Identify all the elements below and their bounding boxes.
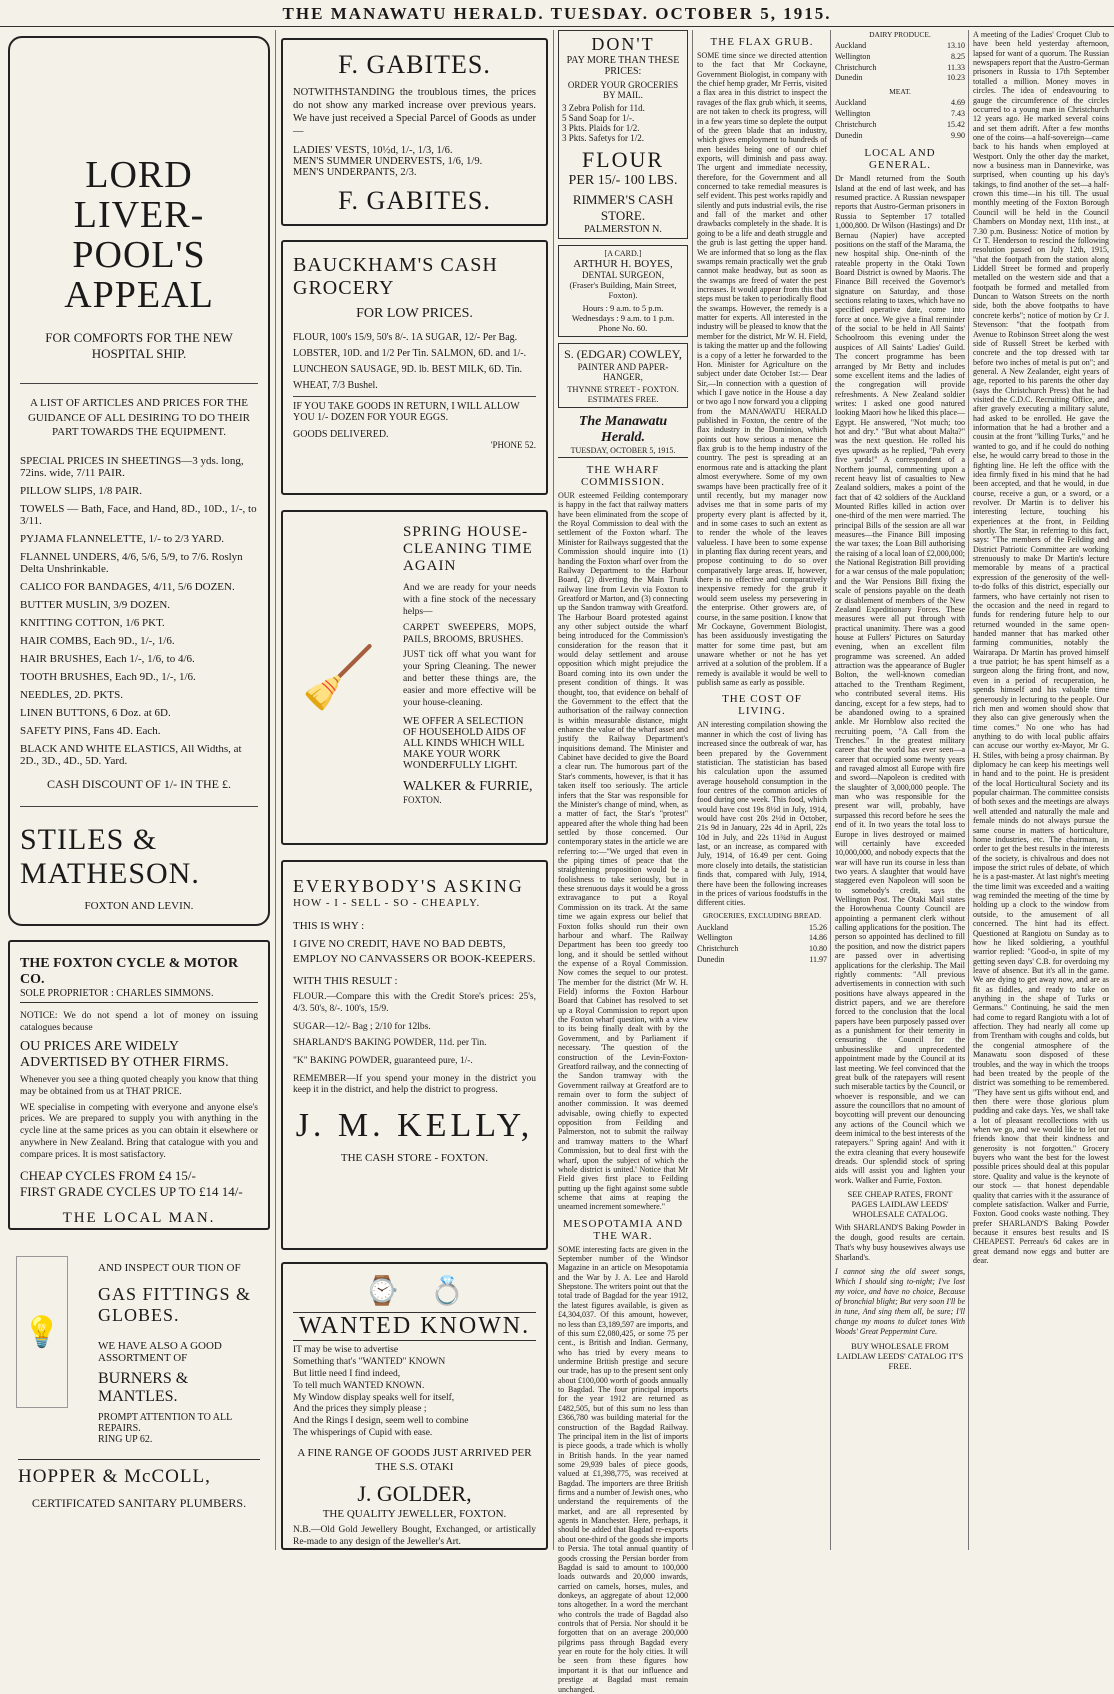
store-name: RIMMER'S CASH STORE.	[572, 192, 674, 223]
dont-order: ORDER YOUR GROCERIES BY MAIL.	[567, 80, 679, 100]
value-cell: 13.10	[947, 41, 965, 50]
city-cell: Dunedin	[835, 73, 863, 83]
certified-plumbers: CERTIFICATED SANITARY PLUMBERS.	[31, 1496, 247, 1510]
column-rule	[553, 30, 554, 1550]
value-cell: 15.26	[809, 922, 827, 932]
goods-delivered: GOODS DELIVERED.	[293, 429, 389, 440]
rimmers-ad	[558, 30, 688, 239]
city-cell: Auckland	[835, 41, 867, 50]
firm-name: STILES & MATHESON.	[20, 823, 200, 891]
paper-date: TUESDAY, OCTOBER 5, 1915.	[558, 446, 688, 458]
verse-line: To tell much WANTED KNOWN.	[293, 1380, 425, 1391]
column-rule	[830, 30, 831, 1550]
verse-line: And the prices they simply please ;	[293, 1404, 427, 1415]
boyes-title: DENTAL SURGEON,	[582, 270, 664, 280]
list-item: SAFETY PINS, Fans 4D. Each.	[20, 725, 161, 738]
cycle-title: THE FOXTON CYCLE & MOTOR CO.	[20, 956, 239, 987]
laidlaw-ad-1: SEE CHEAP RATES, FRONT PAGES LAIDLAW LEEDS' WHOLESALE CATALOG.	[847, 1189, 953, 1220]
kelly-k: "K" BAKING POWDER, guaranteed pure, 1/-.	[293, 1055, 473, 1066]
ring-icon: 💍	[429, 1276, 465, 1307]
table-row	[835, 131, 965, 142]
local-title: LOCAL AND GENERAL.	[864, 147, 936, 172]
bauckham-sub: FOR LOW PRICES.	[356, 306, 473, 321]
table-row	[697, 944, 827, 955]
first-grade-cycles: FIRST GRADE CYCLES UP TO £14 14/-	[20, 1183, 243, 1199]
burners-mantles: BURNERS & MANTLES.	[98, 1370, 189, 1405]
kelly-title: EVERYBODY'S ASKING	[293, 876, 524, 896]
list-item: TOOTH BRUSHES, Each 9D., 1/-, 1/6.	[20, 671, 196, 684]
meso-title: MESOPOTAMIA AND THE WAR.	[562, 1217, 684, 1242]
flax-title: THE FLAX GRUB.	[710, 36, 814, 48]
city-cell: Dunedin	[835, 130, 863, 140]
list-item: 3 Pkts. Safetys for 1/2.	[562, 133, 644, 143]
cowley-ad	[558, 343, 688, 408]
list-item: LADIES' VESTS, 10½d, 1/-, 1/3, 1/6.	[293, 144, 453, 156]
golder-fine: A FINE RANGE OF GOODS JUST ARRIVED PER THE S.S. OTAKI	[297, 1447, 532, 1474]
kelly-powder: SHARLAND'S BAKING POWDER, 11d. per Tin.	[293, 1037, 487, 1048]
dont-title: DON'T	[591, 34, 655, 54]
table-row	[835, 41, 965, 52]
local-man: THE LOCAL MAN.	[62, 1209, 216, 1226]
list-item: BLACK AND WHITE ELASTICS, All Widths, at 2D., 3D., 4D., 5D. Yard.	[20, 743, 242, 768]
wharf-title: THE WHARF COMMISSION.	[580, 464, 666, 488]
column-5	[835, 30, 965, 1550]
column-rule	[275, 30, 276, 1550]
golder-nb: N.B.—Old Gold Jewellery Bought, Exchanged, or artistically Re-made to any design of the Jeweller's Art.	[293, 1524, 536, 1547]
cycle-co-ad	[8, 940, 270, 1230]
firm-name: WALKER & FURRIE,	[403, 778, 533, 794]
city-cell: Wellington	[697, 933, 733, 943]
column-3	[558, 30, 688, 1694]
value-cell: 11.97	[809, 955, 827, 965]
city-cell: Auckland	[835, 98, 867, 108]
eggs-offer: IF YOU TAKE GOODS IN RETURN, I WILL ALLOW YOU 1/- DOZEN FOR YOUR EGGS.	[293, 401, 520, 423]
value-cell: 10.23	[947, 73, 965, 83]
spring-t2: CARPET SWEEPERS, MOPS, PAILS, BROOMS, BRUSHES.	[403, 622, 536, 645]
list-item: HAIR COMBS, Each 9D., 1/-, 1/6.	[20, 635, 175, 648]
list-item: KNITTING COTTON, 1/6 PKT.	[20, 617, 165, 630]
bauckham-title: BAUCKHAM'S CASH GROCERY	[293, 254, 498, 299]
column-6	[973, 30, 1109, 1550]
meso-article: SOME interesting facts are given in the September number of the Windsor Magazine in an article on Mesopotamia and the War by J. A. Lee and Harold Shepstone. The writers point out that the total trade of Bagdad for the year 1912, the latest figures available, is given as £4,304,037. Of this amount, however, no less than £3,189,597 are imports, and of this sum £2,080,425, or some 75 per cent., is British and Indian. Germany, who has tried by every means to undermine British prestige and secure our trade, has up to the present sent only about £100,000 worth of goods annually to Bagdad. The four principal imports for the year 1912 are returned as £482,505, but of this sum no less than £366,780 was building material for the construction of the Bagdad Railway. The principal item in the list of imports is piece goods, a trade which is wholly in British hands. In the year named some 29,939 bales of piece goods, valued at £1,398,775, was received at Bagdad. The importers are three British firms and a number of Jewish ones, who understand the requirements of the market, and are all represented by agents in Manchester. Here, perhaps, it should be added that Bagdad re-exports about one-third of the goods she imports to Persia. The total annual quantity of goods crossing the Persian border from Bagdad is said to amount to 100,000 loads outwards and 20,000 inwards, carried on camels, horses, mules, and donkeys, an aggregate of about 12,000 tons altogether. In a word the merchant who controls the trade of Bagdad also controls that of Persia. Nor should it be forgotten that on an average 200,000 pilgrims pass through Bagdad every year en route for the holy cities. It will be seen from these figures how important it is that our influence and prestige at Bagdad must remain unchanged.	[558, 1244, 688, 1694]
kelly-remember: REMEMBER—If you spend your money in the district you keep it in the district, and help the district to progress.	[293, 1073, 536, 1096]
kelly-sub: HOW - I - SELL - SO - CHEAPLY.	[293, 897, 481, 909]
city-cell: Christchurch	[835, 62, 877, 72]
kelly-name: J. M. KELLY,	[295, 1107, 534, 1145]
value-cell: 4.69	[951, 98, 965, 108]
firm-place: FOXTON.	[403, 794, 442, 805]
kelly-result: WITH THIS RESULT :	[293, 974, 398, 987]
list-item: CALICO FOR BANDAGES, 4/11, 5/6 DOZEN.	[20, 581, 235, 594]
table-row	[697, 955, 827, 966]
verse-line: And the Rings I design, seem well to combine	[293, 1416, 469, 1427]
cowley-est: ESTIMATES FREE.	[587, 394, 659, 404]
golder-title: WANTED KNOWN.	[293, 1312, 536, 1341]
firm-name: HOPPER & McCOLL,	[18, 1459, 260, 1488]
table-row	[835, 73, 965, 84]
gabites-text: NOTWITHSTANDING the troublous times, the prices do not show any marked increase over previous years. We have just received a Special Parcel of Goods as under—	[293, 87, 536, 138]
groceries-table	[697, 923, 827, 966]
cost-article: AN interesting compilation showing the manner in which the cost of living has increased since the outbreak of war, has been prepared by the Government statistician. The statistician has based his calculation upon the assumed average household consumption in the four centres of the common articles of food during one week. This food, which would have cost 19s 8½d in July, 1914, would have cost 20s 2½d in October, 21s 9d in January, 22s 4d in April, 22s 10d in July, and 22s 11¾d in August last, or an increase, as compared with July, 1914, of 16.49 per cent. Going more closely into details, the statistician finds that, compared with July, 1914, there have been the following increases in the prices of various foodstuffs in the different cities.	[697, 720, 827, 908]
cycle-p2: WE specialise in competing with everyone and anyone else's prices. We are prepared to supply you with anything in the cycle line at the same prices as you can obtain it elsewhere or anywhere in New Zealand. Bring that catalogue with you and compare prices. It is most satisfactory.	[20, 1102, 258, 1160]
gas-fittings: GAS FITTINGS & GLOBES.	[98, 1284, 252, 1325]
column-rule	[968, 30, 969, 1550]
inspect-text: AND INSPECT OUR TION OF	[98, 1262, 241, 1274]
spring-t3: JUST tick off what you want for your Spring Cleaning. The newer and better these things are, the easier and more effective will be your house-cleaning.	[403, 650, 536, 708]
price-line: LOBSTER, 10D. and 1/2 Per Tin. SALMON, 6D. and 1/-.	[293, 348, 527, 359]
list-item: SPECIAL PRICES IN SHEETINGS—3 yds. long, 72ins. wide, 7/11 PAIR.	[20, 455, 244, 480]
verse-line: IT may be wise to advertise	[293, 1345, 399, 1355]
list-item: PILLOW SLIPS, 1/8 PAIR.	[20, 485, 142, 498]
boyes-hours: Hours : 9 a.m. to 5 p.m. Wednesdays : 9 a.m. to 1 p.m. Phone No. 60.	[571, 303, 675, 333]
table-row	[835, 52, 965, 63]
store-place: PALMERSTON N.	[584, 224, 662, 235]
value-cell: 8.25	[951, 51, 965, 61]
list-item: LINEN BUTTONS, 6 Doz. at 6D.	[20, 707, 171, 720]
price-lines	[293, 332, 536, 391]
list-item: BUTTER MUSLIN, 3/9 DOZEN.	[20, 599, 171, 612]
flax-article: SOME time since we directed attention to the fact that Mr Cockayne, Government Biologist, in company with the chief hemp grader, Mr Ferris, visited a flax area in this district to inspect the ravages of the flax grub which, it seems, are not taken to check its progress, will in a few years time so deplete the output of the green blade that an industry, which gives employment to hundreds of men besides being one of our chief exports, will diminish and pass away. The urgent and immediate necessity, therefore, for the Government and all concerned to take remedial measures is self evident. This pest works rapidly and silently and puts industrial evils, the rise and fall of the market and other drawbacks completely in the shade. It is going to be a life and death struggle and the grub is last getting the upper hand. We are informed that so long as the flax swamps remain practically wet the grub cannot make headway, but as soon as the swamps are freed of water the pest increases. It would appear from this that steps must be taken to periodically flood the swamps. However, the remedy is a matter for experts. All interested in the industry will be pleased to know that the member for the district, Mr W. H. Field, is taking the matter up and the following is a copy of a letter he forwarded to the Hon. Minister for Agriculture on the subject under date October 1st:— Dear Sir,—In connection with a question of which I gave notice in the House a day or two ago I now forward you a clipping from the MANAWATU HERALD published in Foxton, the centre of the flax industry in the Dominion, which points out how serious a menace the flax grub is to the hemp industry of the country. The pest is spreading at an enormous rate and is attacking the plant almost everywhere. Some of my own swamps have been practically free of it until recently, but my manager now advises me that in some parts of my property every plant is affected by it, and in some cases to such an extent as to render the whole of the leaves valueless. I have been to some expense in planting flax during recent years, and propose continuing to do so over comparatively large areas. If, however, there is no effective and comparatively inexpensive remedy for the grub it would seem useless my persevering in the enterprise. Other growers are, of course, in the same position. I know that Mr Cockayne, Government Biologist, has been assiduously investigating the matter for some time past, but am unaware whether or not he has yet arrived at a solution of the problem. If a remedy is available it would be well to publish same as early as possible.	[697, 51, 827, 688]
table-row	[835, 98, 965, 109]
cheap-cycles: CHEAP CYCLES FROM £4 15/-	[20, 1167, 196, 1183]
ad-intro: A LIST OF ARTICLES AND PRICES FOR THE GUIDANCE OF ALL DESIRING TO DO THEIR PART TOWARDS THE EQUIPMENT.	[27, 397, 251, 438]
city-cell: Dunedin	[697, 955, 725, 965]
bauckham-ad	[281, 240, 548, 495]
laidlaw-ad-2: BUY WHOLESALE FROM LAIDLAW LEEDS' CATALOG IT'S FREE.	[836, 1341, 964, 1372]
kelly-ad	[281, 860, 548, 1250]
groceries-header: GROCERIES, EXCLUDING BREAD.	[702, 910, 822, 920]
meat-table	[835, 98, 965, 141]
spring-t4: WE OFFER A SELECTION OF HOUSEHOLD AIDS OF ALL KINDS WHICH WILL MAKE YOUR WORK WONDERFULLY LIGHT.	[403, 715, 526, 771]
kelly-why: THIS IS WHY :	[293, 920, 365, 932]
peppermint-poem: I cannot sing the old sweet songs, Which I should sing to-night; I've lost my voice, and have no choice, Because of bronchial blight; But very soon I'll be in tune, And sing them all, be sure; I'll change my moans to dulcet tones With Woods' Great Peppermint Cure.	[835, 1267, 965, 1337]
table-row	[697, 933, 827, 944]
city-cell: Wellington	[835, 51, 871, 61]
list-item: MEN'S SUMMER UNDERVESTS, 1/6, 1/9.	[293, 155, 483, 167]
card-label: [A CARD.]	[604, 249, 642, 258]
kelly-sugar: SUGAR—12/- Bag ; 2/10 for 12lbs.	[293, 1021, 431, 1032]
verse-line: The whisperings of Cupid with ease.	[293, 1428, 433, 1439]
table-row	[835, 63, 965, 74]
gabites-ad	[281, 38, 548, 226]
price-line: WHEAT, 7/3 Bushel.	[293, 380, 378, 391]
list-item: TOWELS — Bath, Face, and Hand, 8D., 10D., 1/-, to 3/11.	[20, 503, 257, 528]
list-item: 5 Sand Soap for 1/-.	[562, 113, 635, 123]
table-row	[835, 120, 965, 131]
sharland-ad: With SHARLAND'S Baking Powder in the dough, good results are certain. That's why busy housewives always use Sharland's.	[835, 1223, 965, 1263]
value-cell: 11.33	[947, 62, 965, 72]
meat-header: MEAT.	[889, 87, 911, 97]
paper-name: The Manawatu Herald.	[578, 414, 668, 445]
liverpool-appeal-ad	[8, 36, 270, 926]
watch-icon: ⌚	[364, 1276, 400, 1307]
ad-subtitle: FOR COMFORTS FOR THE NEW HOSPITAL SHIP.	[45, 329, 233, 362]
cowley-street: THYNNE STREET - FOXTON.	[567, 384, 679, 394]
lamp-icon: 💡	[16, 1256, 68, 1408]
list-item: 3 Zebra Polish for 11d.	[562, 103, 645, 113]
cycle-notice: NOTICE: We do not spend a lot of money on issuing catalogues because	[20, 1011, 258, 1033]
list-item: MEN'S UNDERPANTS, 2/3.	[293, 166, 417, 178]
boyes-card	[558, 245, 688, 337]
local-article: Dr Mandl returned from the South Island at the end of last week, and has resumed practice. A Russian newspaper reports that Austro-German prisoners in Russia to September 17 totalled 1,000,800. Dr Wilson (Hastings) and Dr Bernau (Napier) have accepted positions on the staff of the Marama, the new hospital ship. One-ninth of the rateable property in the Otaki Town Board District is owned by Maoris. The Finance Bill received the Governor's signature on Saturday, and those sections relating to taxes, which have no specified operative date, come into force at once. We give a final reminder of the social to be held in All Saints' Schoolroom this evening under the auspices of All Saints' Ladies' Guild. The concert programme has been arranged by Mr Betty and includes some excellent items and the ladies of the congregation will provide refreshments. A New Zealand soldier writes: I asked one good natured looking Maori how he liked this place—Egypt. He answered, "Not much; too hot and dry." "But what about Malta?" was the next question. He rolled his eyes upwards as he replied, "Pah every five yards!" A correspondent of a Northern journal, commenting upon a recent heavy list of casualties to New Zealand soldiers, makes a point of the fact that of 42 soldiers of the Auckland Mounted Rifles killed in action over one-third of the men were married. The principal Bills of the session are all war measures—the Finance Bill imposing the war taxes; the Loan Bill authorising the raising of a local loan of £2,000,000; the National Registration Bill providing for a war census of the male population; and the War Pensions Bill fixing the scale of pensions payable on the death or disablement of members of the New Zealand Expeditionary Forces. These measures were all put through with practical unanimity. There was a good house at Fullers' Pictures on Saturday evening, when an excellent film programme was screened. An added attraction was the appearance of Bugler Bolton, the well-known comedian attached to the Trentham Regiment, who contributed several items. His dancing, except for a few steps, had to be abandoned owing to a sprained ankle. Mr Hornblow also recited the recruiting poem, "A Call from the Trenches." In the greatest military career that the world has ever seen—a career that occupied some twenty years and ravaged almost all Europe with fire and sword—Napoleon is credited with the slaughter of 3,000,000 people. The man who was responsible for the present war will, probably, have surpassed this record before he sees the end of it. In two years the total loss to Europe in lives destroyed or maimed will certainly have exceeded 10,000,000, and nobody expects that the war will have run its course in less than two years. A slaughter that would have staggered even Napoleon will soon be to somebody's credit, says the Wellington Post. The Otaki Mail states the Horowhenua County Council are appointing a permanent clerk without calling applications for the position. The person so appointed has declined to fill the position, and now the district papers are passed over in advertising applications for the clerkship. The Mail rightly comments: "All previous advertisements in connection with such positions have always appeared in the district papers, and we are therefore forced to the conclusion that the local papers have been purposely passed over as a punishment for their temerity in censuring the Council for the unbusinesslike and unprecedented appointment made by the Council at its last meeting. We feel convinced that the great bulk of the ratepayers will resent such miserable tactics by the Council, or whoever is responsible, and we can assure the councillors that no amount of boycotting will prevent our denouncing any actions of the Council which we deem inimical to the best interests of the ratepayers." Spring again! And with it the extra cleaning that every housewife dreads. Our splendid stock of spring aids will assist you and lighten your work. Walker and Furrie, Foxton.	[835, 174, 965, 1185]
value-cell: 15.42	[947, 119, 965, 129]
wharf-article: OUR esteemed Feilding contemporary is happy in the fact that railway matters have been eliminated from the scope of the Royal Commission to deal with the settlement of the Foxton wharf. The Minister for Railways suggested that the Commission should inquire into (1) handing the Foxton wharf over from the Railway Department to the Harbour Board, (2) diverting the Main Trunk railway line from Levin via Foxton to Greatford or Marton, and (3) connecting up the Sandon tramway with Greatford. The Harbour Board protested against any other subject outside the wharf being introduced for the Commission's consideration for the reason that it would delay settlement and arouse opposition which might prejudice the Board coming into its own under the present condition of things. It was thought, too, that evidence on behalf of the Government to the effect that the authorisation of the railway connection is within measurable distance, might enhance the value of the wharf asset and justify the Railway Department's inquisitions demand. The Minister and Cabinet have decided to give the Board a clear run. The humorous part of the Star's comments, however, is that it has taken itself too seriously. The article infers that the Star was responsible for the Minister's change of mind, when, as a matter of fact, the Star's "protest" appeared after the whole thing had been settled by those concerned. Our contemporary states in the article we are referring to:—"We urged that even in the piping times of peace that the straightening proposition would be a foolishness to take seriously, but in these strenuous days it would be a gross extravagance to put a Royal Commission on its track. At the same time we again express our belief that Foxton folks should run their own harbour and wharf. The Railway Department has been too greedy too long, and it should be settled without the expense of a Royal Commission. Now comes the sequel to our protest. The member for the district (Mr W. H. Field) informs the Foxton Harbour Board that Cabinet has resolved to set up a Royal Commission to report upon the Foxton wharf question, with a view to its being finally dealt with by the Government, and by Parliament if necessary. 'The question of the construction of the Levin-Foxton-Greatford railway, and the connecting of the Sandon tramway with the Government railway at Greatford are to remain over to form the subject of another commission. It was deemed advisable, owing chiefly to expected opposition from Feilding and Palmerston, not to submit the railway and tramway matters to the Wharf Commission, but to deal first with the wharf, upon the subject of which the whole district is united.' Notice that Mr Field gives first place to Feilding putting up the fight against some subtle scheme that aims at reaping the unearned increment somewhere."	[558, 491, 688, 1212]
golder-ad	[281, 1262, 548, 1550]
broom-icon: 🧹	[301, 644, 376, 711]
verse-line: But little need I find indeed,	[293, 1368, 401, 1379]
boyes-name: ARTHUR H. BOYES,	[573, 258, 673, 270]
dairy-header: DAIRY PRODUCE.	[869, 30, 931, 39]
cash-discount: CASH DISCOUNT OF 1/- IN THE £.	[47, 777, 231, 792]
spring-t1: And we are ready for your needs with a fine stock of the necessary helps—	[403, 583, 536, 617]
list-item: PYJAMA FLANNELETTE, 1/- to 2/3 YARD.	[20, 533, 225, 546]
spring-cleaning-ad	[281, 510, 548, 845]
ring-up: RING UP 62.	[98, 1434, 153, 1445]
column-rule	[692, 30, 693, 1550]
kelly-p1: I GIVE NO CREDIT, HAVE NO BAD DEBTS, EMPLOY NO CANVASSERS OR BOOK-KEEPERS.	[293, 938, 536, 965]
table-row	[835, 109, 965, 120]
cost-title: THE COST OF LIVING.	[722, 693, 802, 718]
city-cell: Christchurch	[697, 944, 739, 954]
phone: 'PHONE 52.	[490, 440, 536, 450]
article-list	[20, 455, 258, 767]
dont-sub: PAY MORE THAN THESE PRICES:	[566, 55, 680, 77]
verse-line: My Window display speaks well for itself,	[293, 1392, 455, 1403]
golder-name: J. GOLDER,	[357, 1480, 472, 1506]
list-item: HAIR BRUSHES, Each 1/-, 1/6, to 4/6.	[20, 653, 195, 666]
dont-items	[562, 103, 684, 143]
list-item: FLANNEL UNDERS, 4/6, 5/6, 5/9, to 7/6. Roslyn Delta Unshrinkable.	[20, 551, 243, 576]
city-cell: Auckland	[697, 922, 729, 932]
flour: FLOUR	[581, 147, 665, 172]
cowley-name: S. (EDGAR) COWLEY,	[564, 347, 682, 361]
gabites-name: F. GABITES.	[338, 50, 491, 79]
list-item: 3 Pkts. Plaids for 1/2.	[562, 123, 640, 133]
ad-title: LORD LIVER-POOL'S APPEAL	[64, 154, 214, 316]
city-cell: Wellington	[835, 108, 871, 118]
masthead: THE MANAWATU HERALD. TUESDAY. OCTOBER 5, 1915.	[0, 4, 1114, 27]
firm-place: FOXTON AND LEVIN.	[84, 900, 194, 913]
value-cell: 9.90	[951, 130, 965, 140]
price-line: FLOUR, 100's 15/9, 50's 8/-. 1A SUGAR, 12/- Per Bag.	[293, 332, 518, 343]
golder-verse	[293, 1345, 536, 1440]
cycle-proprietor: SOLE PROPRIETOR : CHARLES SIMMONS.	[20, 988, 258, 1003]
golder-jeweller: THE QUALITY JEWELLER, FOXTON.	[322, 1507, 507, 1520]
boyes-address: (Fraser's Building, Main Street, Foxton).	[569, 280, 677, 300]
gabites-name-footer: F. GABITES.	[338, 185, 491, 215]
price-line: LUNCHEON SAUSAGE, 9D. lb. BEST MILK, 6D. Tin.	[293, 364, 523, 375]
hopper-mccoll-ad	[8, 1248, 270, 1550]
cowley-trade: PAINTER AND PAPER-HANGER,	[577, 362, 669, 382]
value-cell: 7.43	[951, 108, 965, 118]
value-cell: 14.86	[809, 933, 827, 943]
list-item: NEEDLES, 2D. PKTS.	[20, 689, 123, 702]
column-4	[697, 30, 827, 1550]
dairy-table	[835, 41, 965, 84]
kelly-store: THE CASH STORE - FOXTON.	[340, 1152, 489, 1165]
verse-line: Something that's "WANTED" KNOWN	[293, 1356, 446, 1367]
gabites-items	[293, 145, 536, 178]
table-row	[697, 923, 827, 934]
spring-title: SPRING HOUSE-CLEANING TIME AGAIN	[403, 524, 533, 574]
cycle-p1: Whenever you see a thing quoted cheaply you know that thing may be obtained from us at THAT PRICE.	[20, 1074, 258, 1097]
value-cell: 10.80	[809, 944, 827, 954]
kelly-flour: FLOUR.—Compare this with the Credit Store's prices: 25's, 4/3. 50's, 8/-. 100's, 15/9.	[293, 992, 536, 1015]
cycle-prices: OU PRICES ARE WIDELY ADVERTISED BY OTHER FIRMS.	[20, 1038, 229, 1070]
prompt-repairs: PROMPT ATTENTION TO ALL REPAIRS.	[98, 1412, 232, 1434]
jewellery-icons	[293, 1274, 536, 1308]
flour-price: PER 15/- 100 LBS.	[568, 173, 678, 188]
city-cell: Christchurch	[835, 119, 877, 129]
right-article: A meeting of the Ladies' Croquet Club to have been held yesterday afternoon, lapsed for want of a quorum. The Russian newspapers report that the Austro-German prisoners in Russia to 17th September totalled a million. Money moves in circles. The idea of endeavouring to gauge the circumference of the circles occurred to a young man in Christchurch 12 years ago. He marked several coins and set them adrift. After a few months one of the coins—a half-sovereign—came back to his hands when employed at Westport. Only the other day the market, now a business man in Dannevirke, was surprised, when counting up his day's takings, to find another of the set—a half-crown this time—in his till. The usual monthly meeting of the Foxton Borough Council will be held in the Council Chambers on Monday next, 11th inst., at 7.30 p.m. Business: Notice of motion by Cr T. Henderson to rescind the following resolution passed on July 12th, 1915, "that the footpath from the station along Liddell Street be formed and properly metalled on the western side and that a footpath be formed and metalled from Duncan to Watson Streets on the north side, both the above footpaths to have concrete kerbs"; notice of motion by Cr J. Stevenson: "that the footpath from Avenue to Robinson Street along the west side of Russell Street be kerbed with concrete and the top dressed with tar before two inches of metal is put on"; and general. A New Zealander, eight years of age, reported to his parents the other day (says the Christchurch Press) that he had visited the C.D.C. Recruiting Office, and after gravely executing a military salute, had asked to be enrolled. He gave the information that he had a brother and a cousin at the front "killing Turks," and he wanted to go, and if he could do nothing else, he would carry bread to those in the fighting line. He left the office with the idea firmly fixed in his mind that he had been accepted, and that he would, in due course, receive a gun, or a sword, or a revolver. Dr Martin is to deliver his interesting lecture, touching his experiences at the front, in Feilding shortly. The Star, in referring to this fact, says: "The members of the Feilding and District Patriotic Committee are working strenuously to make Dr Martin's lecture memorable by means of a practical expression of the generosity of the well-to-do folks of this district, especially our farmers, who have certainly not risen to the occasion and the need in regard to funds for rendering future help to our returned wounded in the same open-handed manner that has marked other farming communities, notably the Wairarapa. Dr Martin has proved himself a true patriot; he has spent himself as a surgeon along the firing front, and now, even in a period of recuperation, he spends himself and his valuable time generously in lecturing to the people. Our rich men and women should show that they also can give generously when the time comes." No one who has had anything to do with local public affairs can accuse our worthy ex-Mayor, Mr G. H. Stiles, with being a prosy chairman. By diplomacy he can keep his meetings well in hand and to the point. He is president of the local Horticultural Society and its popular chairman. The committee consists of both sexes and the meetings are always well attended and naturally the male and female minds do not always pursue the same course in matters of horticulture, home industries, etc. The chairman, in order to get the best results in the interests of the society, is chivalrous and does not impose the strict rules of debate, of which he is a past-master. At last night's meeting the time limit was exceeded and a waiting wag reminded the meeting of the time by holding up a clock to the window from outside, to the amusement of all concerned. The hint had its effect. Questioned at Rangiotu on Sunday as to how he liked soldiering, a youthful warrior replied: "Good-o, in spite of my getting seven days' C.B. for overdoing my leave of absence. But it's all in the game. We are dying to get away now, and are as fit as fiddles, and ready to take on anything in the shape of Turks or Germans." Continuing, he said the men had come to regard Rangiotu with a lot of affection. They had nearly all come up from Trentham with coughs and colds, but the congenial atmosphere of the Manawatu soon disposed of these troubles, and the way in which the troops had been treated by the people of the district was something to be remembered. "They have sent us gifts without end, and then there were those glorious plum pudding and cake days. Yes, we shall take a lot of pleasant recollections with us when we go, and we would like to let our friends know that their kindness and generosity is not forgotten." Grocery buyers who want the best for the lowest possible prices should deal at this popular store. Quality and value is the keynote of our stock — that honest dependable quality that carries with it the assurance of complete satisfaction. Walker and Furrie, Foxton. Good cooks waste nothing. They prefer SHARLAND'S Baking Powder because it ensures best results and IS CHEAPEST. Perreau's 6d cakes are in great demand now eggs and butter are dear.	[973, 30, 1109, 1266]
also-text: WE HAVE ALSO A GOOD ASSORTMENT OF	[98, 1340, 222, 1364]
